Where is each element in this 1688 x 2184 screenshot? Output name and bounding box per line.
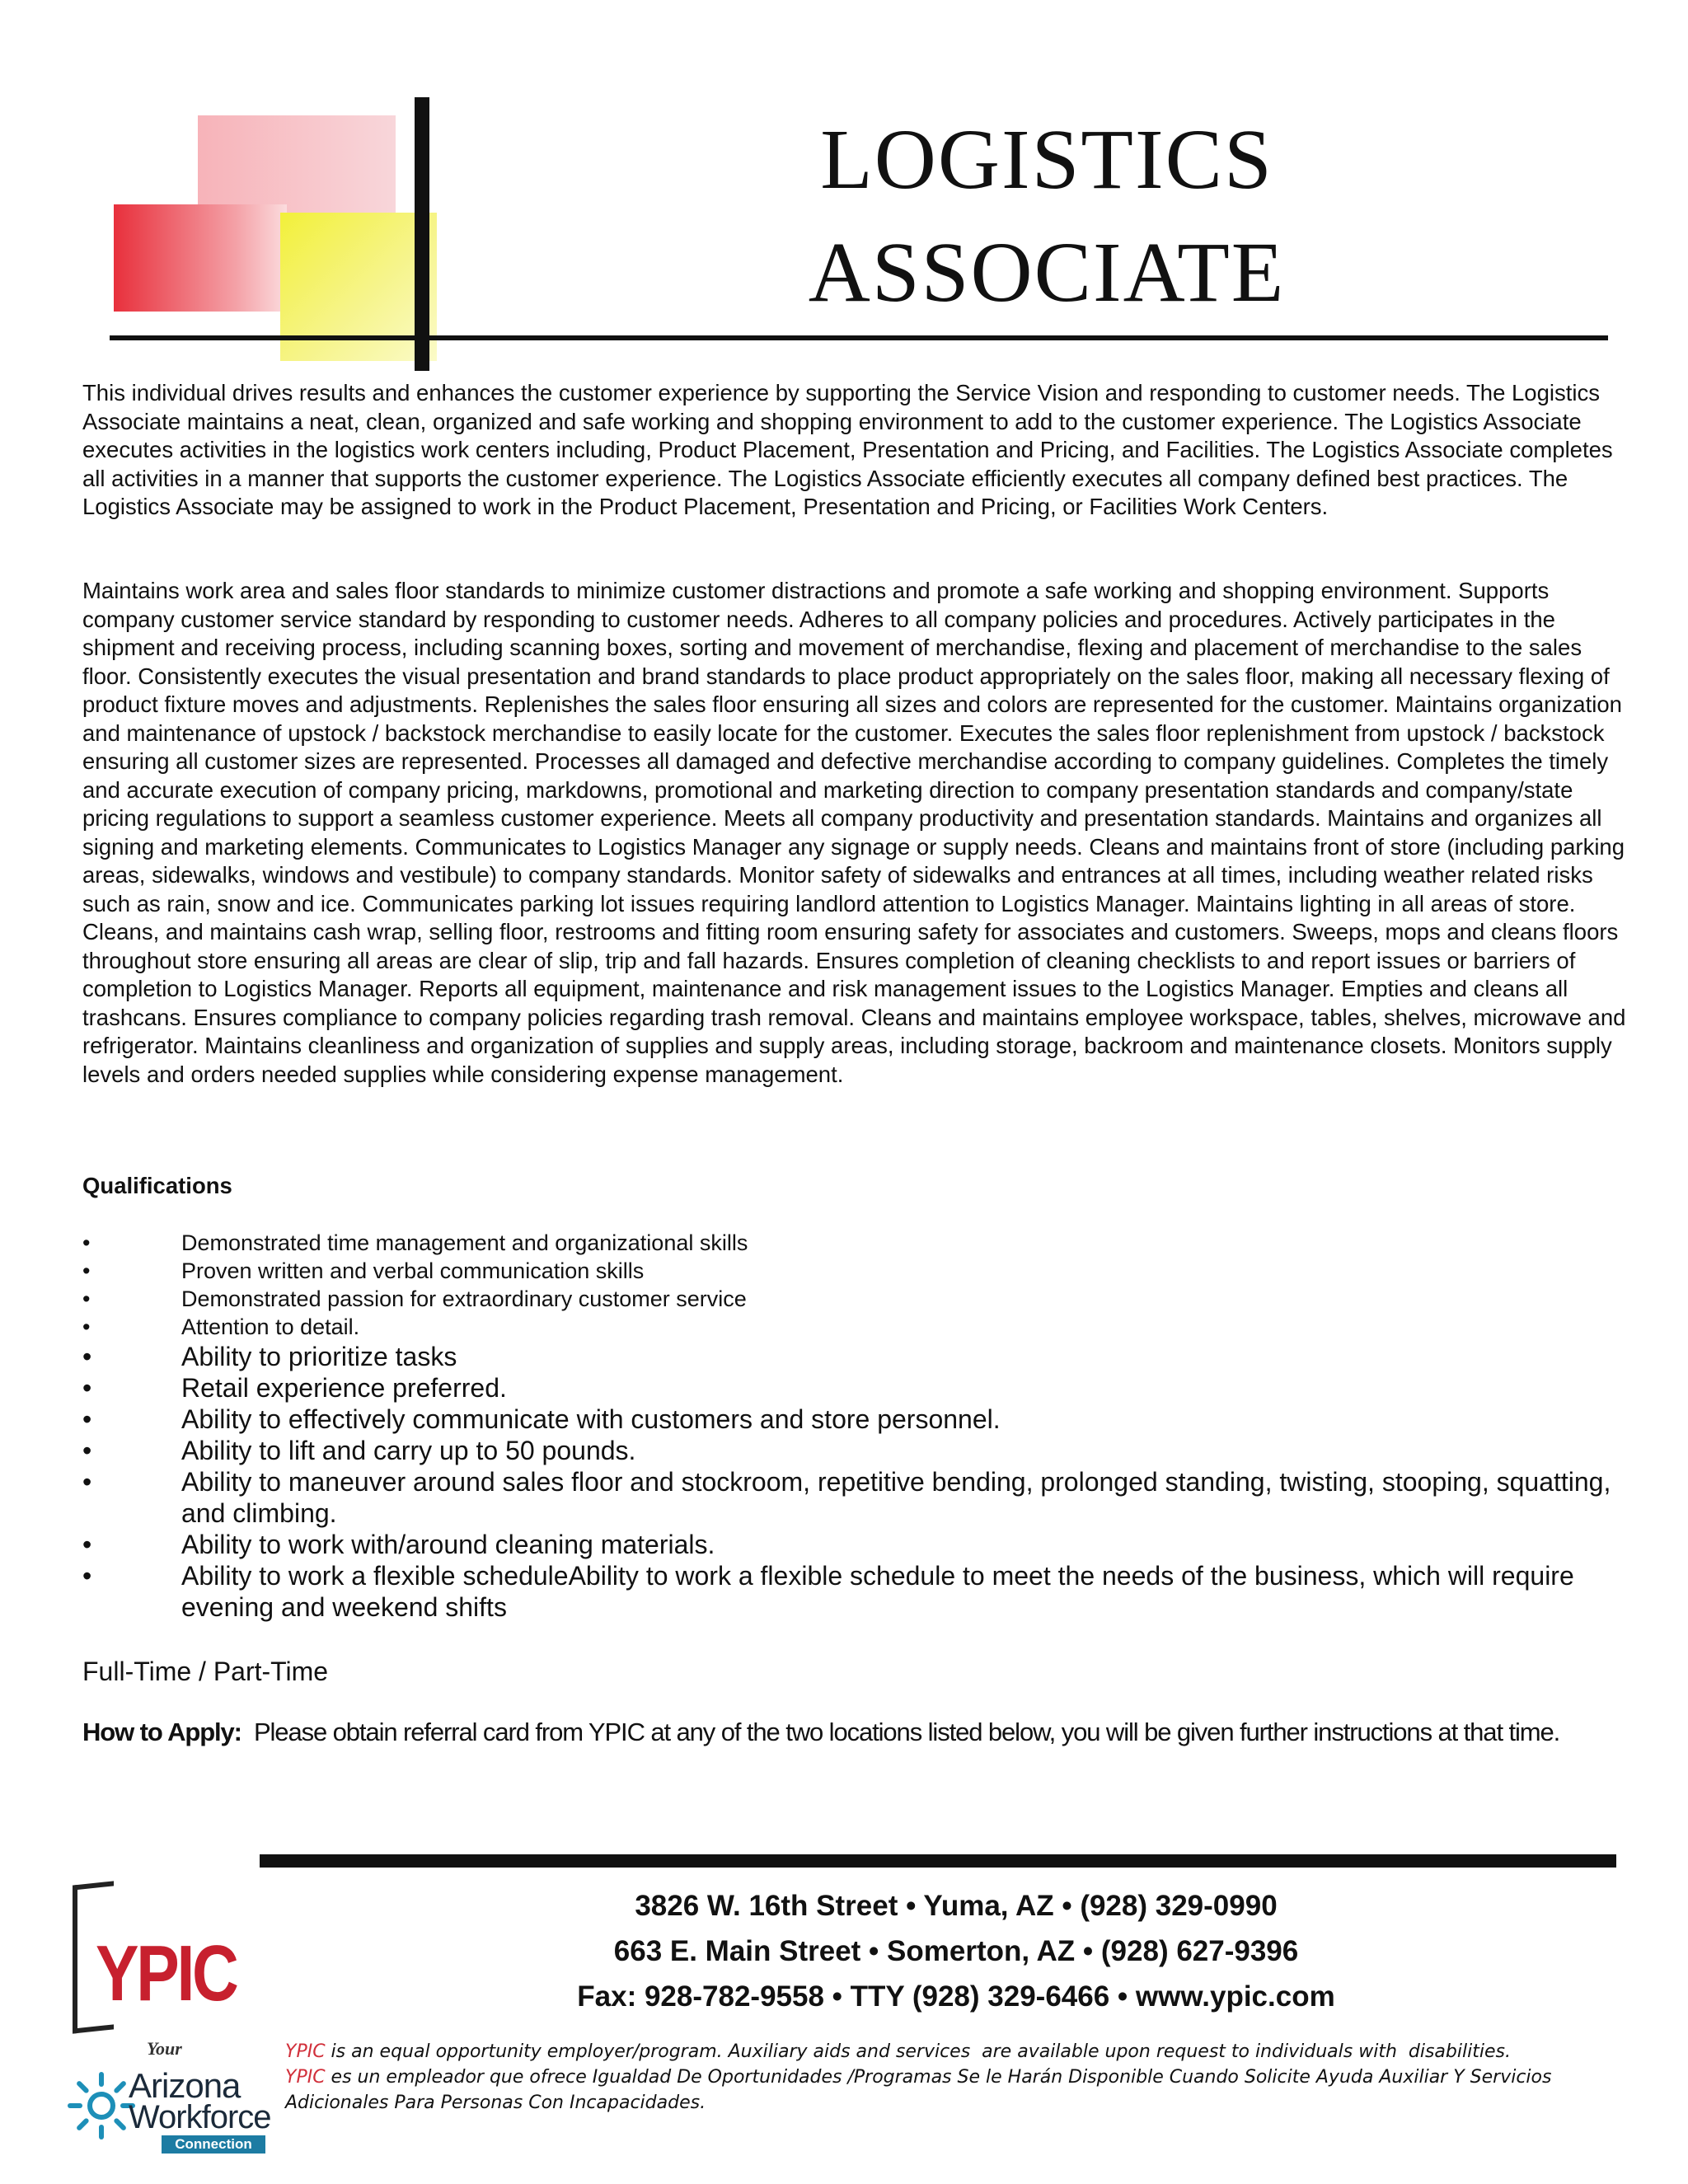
bullet: • <box>82 1315 91 1339</box>
decorative-vertical-bar <box>415 97 429 371</box>
list-item: • Ability to lift and carry up to 50 pounds. <box>82 1436 636 1465</box>
logo-workforce-text: Workforce <box>129 2099 271 2135</box>
summary-paragraph: This individual drives results and enhances the customer experience by supporting the Service Vision and responding to customer needs. The Logistics Associate maintains a neat, clean, organized and safe working and shopping environment to add to the customer experience. The Logistics Associate executes activities in the logistics work centers including, Product Placement, Presentation and Pricing, and Facilities. The Logistics Associate completes all activities in a manner that supports the customer experience. The Logistics Associate efficiently executes all company defined best practices. The Logistics Associate may be assigned to work in the Product Placement, Presentation and Pricing, or Facilities Work Centers. <box>82 380 1613 519</box>
logo-ypic-text: YPIC <box>96 1929 237 2018</box>
footer-rule <box>260 1854 1616 1868</box>
bullet: • <box>82 1436 92 1465</box>
ypic-logo <box>64 1883 270 2155</box>
sun-icon <box>64 2069 138 2143</box>
title-line-1: LOGISTICS <box>820 112 1273 207</box>
list-item: • Ability to maneuver around sales floor and stockroom, repetitive bending, prolonged standing, twisting, stooping, squatting, and climbing. <box>82 1467 1611 1528</box>
eeo-statement-spanish: YPIC es un empleador que ofrece Igualdad De Oportunidades /Programas Se le Harán Disponible Cuando Solicite Ayuda Auxiliar Y Servicios <box>285 2067 1552 2088</box>
eeo-brand: YPIC <box>285 2041 326 2062</box>
qualifications-heading: Qualifications <box>82 1173 232 1198</box>
bullet: • <box>82 1467 92 1497</box>
bullet: • <box>82 1530 92 1559</box>
header-rule <box>110 335 1608 340</box>
bullet: • <box>82 1342 92 1371</box>
list-item: • Ability to effectively communicate with customers and store personnel. <box>82 1404 1001 1434</box>
logo-arizona-text: Arizona <box>129 2066 241 2105</box>
employment-type: Full-Time / Part-Time <box>82 1657 329 1686</box>
list-item: • Attention to detail. <box>82 1315 360 1339</box>
bullet: • <box>82 1561 92 1591</box>
list-item: • Ability to prioritize tasks <box>82 1342 457 1371</box>
address-yuma: 3826 W. 16th Street • Yuma, AZ • (928) 329-0990 <box>635 1890 1278 1922</box>
address-somerton: 663 E. Main Street • Somerton, AZ • (928) 627-9396 <box>613 1935 1299 1967</box>
bullet: • <box>82 1230 91 1255</box>
duties-paragraph: Maintains work area and sales floor standards to minimize customer distractions and promote a safe working and shopping environment. Supports company customer service standard by responding to customer needs. Adheres to all company policies and procedures. Actively participates in the shipment and receiving process, including scanning boxes, sorting and movement of merchandise, flexing and placement of merchandise to the sales floor. Consistently executes the visual presentation and brand standards to place product appropriately on the sales floor, making all necessary flexing of product fixture moves and adjustments. Replenishes the sales floor ensuring all sizes and colors are represented for the customer. Maintains organization and maintenance of upstock / backstock merchandise to easily locate for the customer. Executes the sales floor replenishment from upstock / backstock ensuring all customer sizes are represented. Processes all damaged and defective merchandise according to company guidelines. Completes the timely and accurate execution of company pricing, markdowns, promotional and marketing direction to company presentation standards and company/state pricing regulations to support a seamless customer experience. Meets all company productivity and presentation standards. Maintains and organizes all signing and marketing elements. Communicates to Logistics Manager any signage or supply needs. Cleans and maintains front of store (including parking areas, sidewalks, windows and vestibule) to company standards. Monitor safety of sidewalks and entrances at all times, including weather related risks such as rain, snow and ice. Communicates parking lot issues requiring landlord attention to Logistics Manager. Maintains lighting in all areas of store. Cleans, and maintains cash wrap, selling floor, restrooms and fitting room ensuring safety for associates and customers. Sweeps, mops and cleans floors throughout store ensuring all areas are clear of slip, trip and fall hazards. Ensures completion of cleaning checklists to and report issues or barriers of completion to Logistics Manager. Reports all equipment, maintenance and risk management issues to the Logistics Manager. Empties and cleans all trashcans. Ensures compliance to company policies regarding trash removal. Cleans and maintains employee workspace, tables, shelves, microwave and refrigerator. Maintains cleanliness and organization of supplies and supply areas, including storage, backroom and maintenance closets. Monitors supply levels and orders needed supplies while considering expense management. <box>82 578 1626 1087</box>
logo-connection-text: Connection <box>162 2135 265 2154</box>
how-to-apply <box>82 1716 1559 1749</box>
bullet: • <box>82 1373 92 1403</box>
qualifications-list <box>82 1229 1632 1623</box>
title-line-2: ASSOCIATE <box>808 225 1286 320</box>
list-item: • Proven written and verbal communication skills <box>82 1258 645 1283</box>
eeo-brand: YPIC <box>285 2067 326 2088</box>
bullet: • <box>82 1404 92 1434</box>
bullet: • <box>82 1258 91 1283</box>
decorative-red-square <box>114 204 287 312</box>
fax-tty-web: Fax: 928-782-9558 • TTY (928) 329-6466 • www.ypic.com <box>577 1980 1335 2013</box>
how-to-apply-label: How to Apply: <box>82 1718 241 1746</box>
page-title <box>725 103 1368 329</box>
list-item: • Demonstrated passion for extraordinary customer service <box>82 1286 747 1311</box>
list-item: • Ability to work a flexible scheduleAbility to work a flexible schedule to meet the needs of the business, which will require evening and weekend shifts <box>82 1561 1574 1622</box>
eeo-statement-english: YPIC is an equal opportunity employer/program. Auxiliary aids and services are available upon request to individuals with disabilities. <box>285 2041 1511 2062</box>
bullet: • <box>82 1286 91 1311</box>
list-item: • Demonstrated time management and organizational skills <box>82 1230 748 1255</box>
list-item: • Ability to work with/around cleaning materials. <box>82 1530 715 1559</box>
eeo-statement-spanish-cont: Adicionales Para Personas Con Incapacidades. <box>285 2093 706 2113</box>
list-item: • Retail experience preferred. <box>82 1373 507 1403</box>
logo-your-text: Your <box>147 2038 182 2059</box>
how-to-apply-text: Please obtain referral card from YPIC at any of the two locations listed below, you will be given further instructions at that time. <box>241 1718 1560 1746</box>
